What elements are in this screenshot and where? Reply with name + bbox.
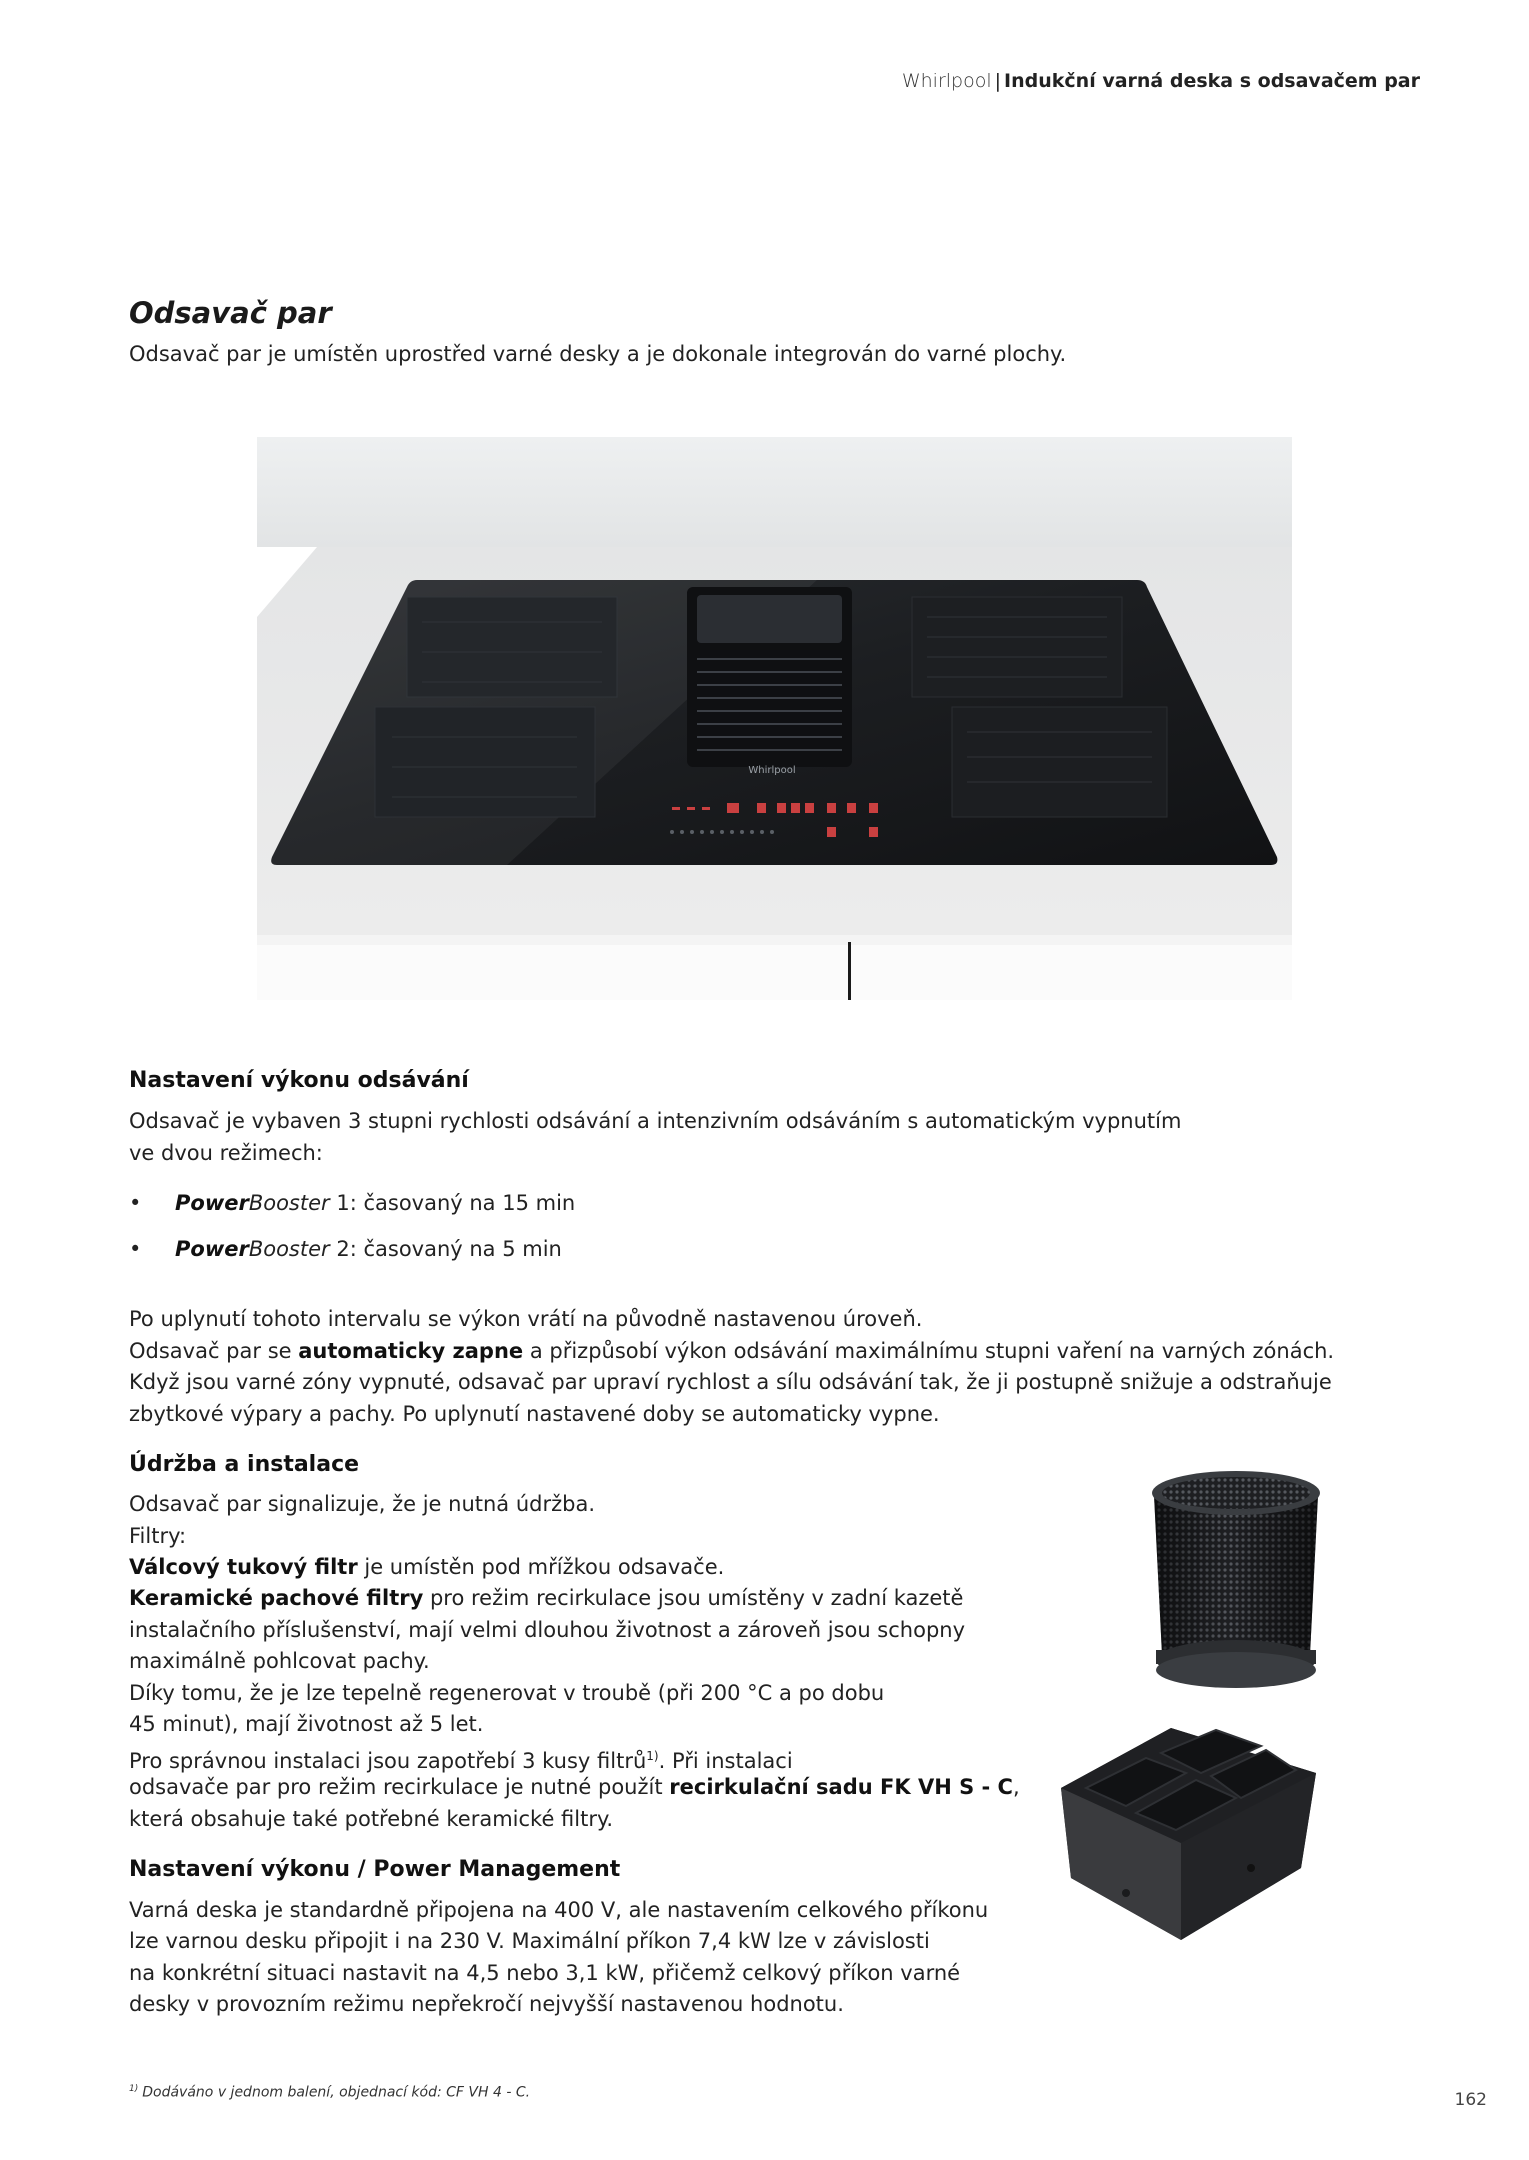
cabinet-gap bbox=[848, 942, 851, 1000]
pm-line: desky v provozním režimu nepřekročí nejvyšší nastavenou hodnotu. bbox=[129, 1992, 844, 2016]
bullet-text: 2: časovaný na 5 min bbox=[329, 1237, 562, 1261]
section-title: Odsavač par bbox=[129, 296, 332, 330]
footnote-text: Dodáváno v jednom balení, objednací kód: CF VH 4 - C. bbox=[142, 2084, 531, 2101]
pm-line: Varná deska je standardně připojena na 400 V, ale nastavením celkového příkonu bbox=[129, 1898, 989, 1922]
list-item bbox=[129, 1237, 562, 1261]
page-header bbox=[902, 70, 1420, 92]
zone-front-left bbox=[375, 707, 595, 817]
header-separator: | bbox=[994, 70, 1002, 92]
maint-line bbox=[129, 1552, 724, 1584]
text-bold: Válcový tukový filtr bbox=[129, 1555, 358, 1579]
text-run: je umístěn pod mřížkou odsavače. bbox=[357, 1555, 725, 1579]
bullet-text: 1: časovaný na 15 min bbox=[329, 1191, 576, 1215]
power-after-4: zbytkové výpary a pachy. Po uplynutí nastavené doby se automaticky vypne. bbox=[129, 1402, 940, 1426]
list-item bbox=[129, 1191, 575, 1215]
text-bold: recirkulační sadu FK VH S - C bbox=[669, 1775, 1013, 1799]
maint-line bbox=[129, 1772, 1020, 1804]
zone-back-right bbox=[912, 597, 1122, 697]
header-title: Indukční varná deska s odsavačem par bbox=[1004, 70, 1420, 92]
maint-line bbox=[129, 1583, 963, 1615]
zone-front-right bbox=[952, 707, 1167, 817]
footnote bbox=[129, 2084, 530, 2101]
text-bold: automaticky zapne bbox=[298, 1339, 524, 1363]
text-run: , bbox=[1012, 1775, 1020, 1799]
text-run: . Při instalaci bbox=[658, 1749, 793, 1773]
maint-line: Díky tomu, že je lze tepelně regenerovat v troubě (při 200 °C a po dobu bbox=[129, 1681, 885, 1705]
text-run: Pro správnou instalaci jsou zapotřebí 3 kusy filtrů bbox=[129, 1749, 647, 1773]
power-text-1: Odsavač je vybaven 3 stupni rychlosti odsávání a intenzivním odsáváním s automatickým vypnutím bbox=[129, 1109, 1182, 1133]
maint-line: 45 minut), mají životnost až 5 let. bbox=[129, 1712, 484, 1736]
footnote-ref: 1) bbox=[646, 1749, 659, 1763]
countertop-edge bbox=[257, 935, 1292, 945]
text-run: odsavače par pro režim recirkulace je nutné použít bbox=[129, 1775, 670, 1799]
hob-brand-text: Whirlpool bbox=[748, 765, 796, 776]
bullet-dot: • bbox=[129, 1237, 142, 1261]
power-word: Power bbox=[175, 1237, 249, 1261]
hob-photo bbox=[257, 437, 1292, 1000]
grease-filter-photo bbox=[1144, 1465, 1328, 1688]
section-intro: Odsavač par je umístěn uprostřed varné desky a je dokonale integrován do varné plochy. bbox=[129, 342, 1067, 366]
page-number: 162 bbox=[1454, 2090, 1487, 2110]
maint-line: maximálně pohlcovat pachy. bbox=[129, 1649, 430, 1673]
pm-line: lze varnou desku připojit i na 230 V. Maximální příkon 7,4 kW lze v závislosti bbox=[129, 1929, 930, 1953]
maint-heading: Údržba a instalace bbox=[129, 1452, 360, 1477]
maint-line: Odsavač par signalizuje, že je nutná údržba. bbox=[129, 1492, 596, 1516]
bullet-dot: • bbox=[129, 1191, 142, 1215]
power-text-2: ve dvou režimech: bbox=[129, 1141, 323, 1165]
power-heading: Nastavení výkonu odsávání bbox=[129, 1068, 469, 1093]
text-bold: Keramické pachové filtry bbox=[129, 1586, 424, 1610]
maint-line: která obsahuje také potřebné keramické filtry. bbox=[129, 1807, 614, 1831]
text-run: Odsavač par se bbox=[129, 1339, 299, 1363]
maint-line: Filtry: bbox=[129, 1524, 187, 1548]
cabinet-front bbox=[257, 945, 1292, 1000]
wall bbox=[257, 437, 1292, 547]
pm-heading: Nastavení výkonu / Power Management bbox=[129, 1857, 621, 1882]
pm-line: na konkrétní situaci nastavit na 4,5 nebo 3,1 kW, přičemž celkový příkon varné bbox=[129, 1961, 961, 1985]
text-run: a přizpůsobí výkon odsávání maximálnímu stupni vaření na varných zónách. bbox=[523, 1339, 1335, 1363]
footnote-mark: 1) bbox=[129, 2084, 139, 2094]
power-word: Power bbox=[175, 1191, 249, 1215]
maint-line: instalačního příslušenství, mají velmi dlouhou životnost a zároveň jsou schopny bbox=[129, 1618, 966, 1642]
extractor-lid bbox=[697, 595, 842, 643]
text-run: pro režim recirkulace jsou umístěny v zadní kazetě bbox=[423, 1586, 964, 1610]
booster-word: Booster bbox=[248, 1237, 330, 1261]
power-after-1: Po uplynutí tohoto intervalu se výkon vrátí na původně nastavenou úroveň. bbox=[129, 1307, 923, 1331]
power-after-2 bbox=[129, 1336, 1334, 1368]
booster-word: Booster bbox=[248, 1191, 330, 1215]
header-brand: Whirlpool bbox=[901, 70, 992, 92]
ceramic-filter-photo bbox=[1051, 1718, 1321, 1943]
power-after-3: Když jsou varné zóny vypnuté, odsavač par upraví rychlost a sílu odsávání tak, že ji postupně snižuje a odstraňuje bbox=[129, 1370, 1332, 1394]
